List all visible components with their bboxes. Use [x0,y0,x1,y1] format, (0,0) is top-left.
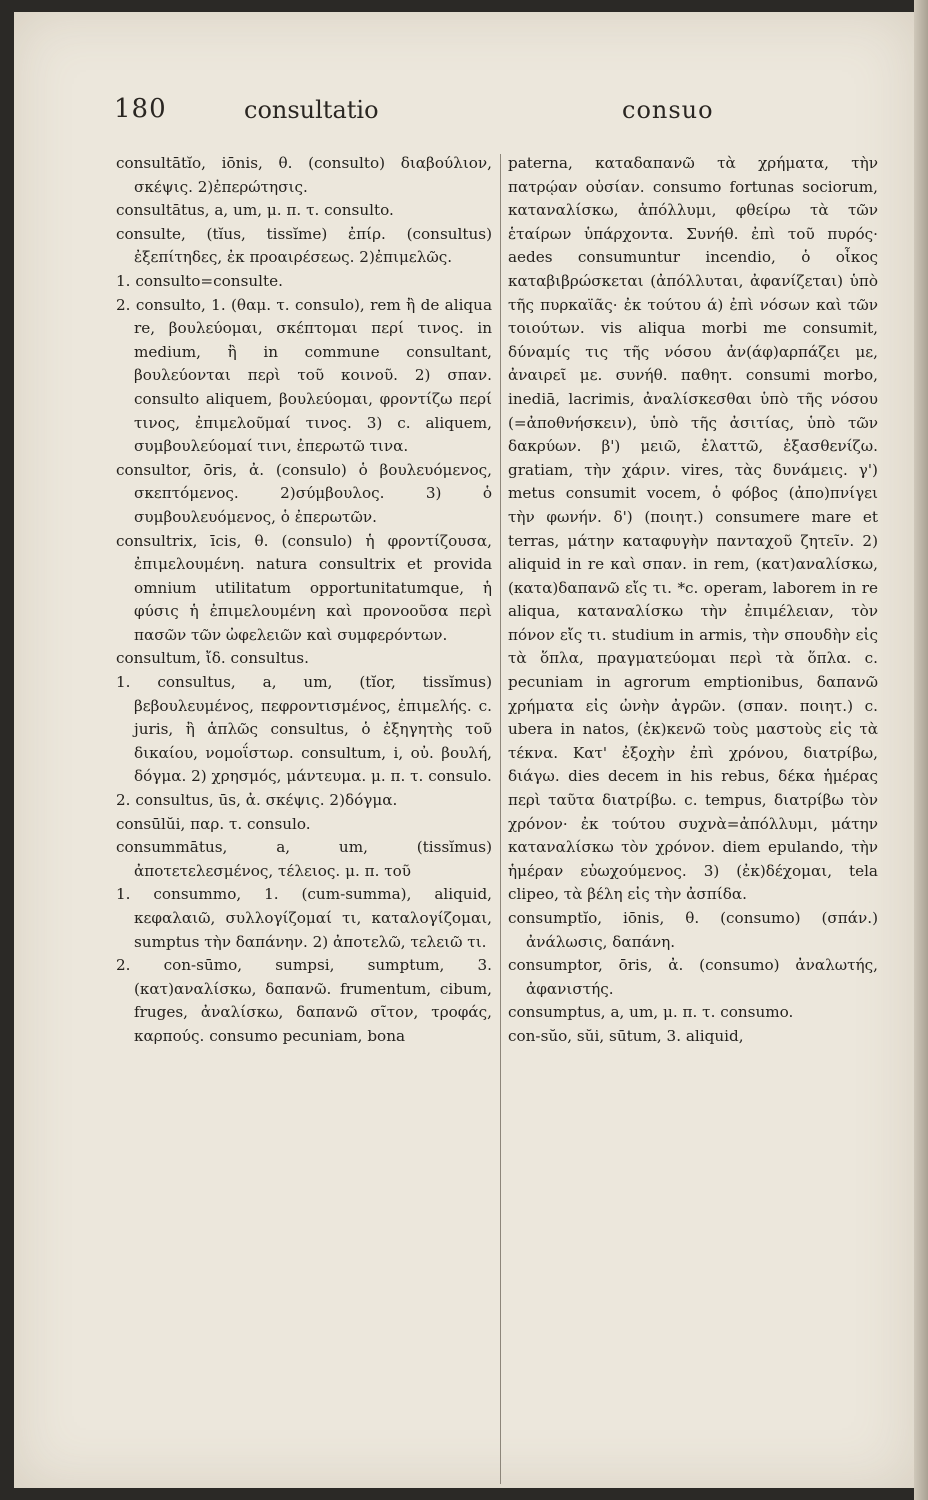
right-running-headword: consuo [622,96,714,124]
right-column [508,152,878,1487]
entry-consulto-2: 2. consulto, 1. (θαμ. τ. consulo), rem ἢ de aliqua re, βουλεύομαι, σκέπτομαι περί τινος. in medium, ἢ in commune consultant, βουλεύονται περὶ τοῦ κοινοῦ. 2) σπαν. consulto aliquem, βουλεύομαι, φροντίζω περί τινος, ἐπιμελοῦμαί τινος. 3) c. aliquem, συμβουλεύομαί τινι, ἐπερωτῶ τινα. [116,295,492,456]
entry-consultor: consultor, ōris, ἀ. (consulo) ὁ βουλευόμενος, σκεπτόμενος. 2)σύμβουλος. 3) ὁ συμβουλευόμενος, ὁ ἐπερωτῶν. [116,460,492,526]
entry-consultatio: consultātĭo, iōnis, θ. (consulto) διαβούλιον, σκέψις. 2)ἐπερώτησις. [116,154,492,196]
entry-consuo: con-sŭo, sŭi, sūtum, 3. aliquid, [508,1026,744,1045]
dictionary-page [14,12,914,1488]
left-column [116,152,492,1487]
entry-consummo: 1. consummo, 1. (cum-summa), aliquid, κεφαλαιῶ, συλλογίζομαί τι, καταλογίζομαι, sumptus τὴν δαπάνην. 2) ἀποτελῶ, τελειῶ τι. [116,885,492,951]
entry-consultum: consultum, ἴδ. consultus. [116,649,309,668]
entry-consultatus: consultātus, a, um, μ. π. τ. consulto. [116,201,394,220]
left-running-headword: consultatio [244,96,379,124]
book-page-edge [914,0,928,1500]
entry-consumo-continued: paterna, καταδαπανῶ τὰ χρήματα, τὴν πατρῴαν οὐσίαν. consumo fortunas sociorum, καταναλίσκω, ἀπόλλυμι, φθείρω τὰ τῶν ἑταίρων ὑπάρχοντα. Συνήθ. ἐπὶ τοῦ πυρός· aedes consumuntur incendio, ὁ οἶκος καταβιβρώσκεται (ἀπόλλυται, ἀφανίζεται) ὑπὸ τῆς πυρκαϊᾶς· ἐκ τούτου ά) ἐπὶ νόσων καὶ τῶν τοιούτων. vis aliqua morbi me consumit, δύναμίς τις τῆς νόσου ἀν(άφ)αρπάζει με, ἀναιρεῖ με. συνήθ. παθητ. consumi morbo, inediā, lacrimis, ἀναλίσκεσθαι ὑπὸ τῆς νόσου (=ἀποθνήσκειν), ὑπὸ τῆς ἀσιτίας, ὑπὸ τῶν δακρύων. β') μειῶ, ἐλαττῶ, ἐξασθενίζω. gratiam, τὴν χάριν. vires, τὰς δυνάμεις. γ') metus consumit vocem, ὁ φόβος (ἀπο)πνίγει τὴν φωνήν. δ') (ποιητ.) consumere mare et terras, μάτην καταφυγὴν πανταχοῦ ζητεῖν. 2) aliquid in re καὶ σπαν. in rem, (κατ)αναλίσκω, (κατα)δαπανῶ εἴς τι. *c. operam, laborem in re aliqua, καταναλίσκω τὴν ἐπιμέλειαν, τὸν πόνον εἴς τι. studium in armis, τὴν σπουδὴν εἰς τὰ ὅπλα, πραγματεύομαι περὶ τὰ ὅπλα. c. pecuniam in agrorum emptionibus, δαπανῶ χρήματα εἰς ὠνὴν ἀγρῶν. (σπαν. ποιητ.) c. ubera in natos, (ἐκ)κενῶ τοὺς μαστοὺς εἰς τὰ τέκνα. Κατ' ἐξοχὴν ἐπὶ χρόνου, διατρίβω, διάγω. dies decem in his rebus, δέκα ἡμέρας περὶ ταῦτα διατρίβω. c. tempus, διατρίβω τὸν χρόνον· ἐκ τούτου συχνὰ=ἀπόλλυμι, μάτην καταναλίσκω τὸν χρόνον. diem epulando, τὴν ἡμέραν εὐωχούμενος. 3) (ἐκ)δέχομαι, tela clipeo, τὰ βέλη εἰς τὴν ἀσπίδα. [508,154,878,904]
entry-consumptio: consumptĭo, iōnis, θ. (consumo) (σπάν.) ἀνάλωσις, δαπάνη. [508,909,878,951]
entry-consultus-1: 1. consultus, a, um, (tĭor, tissĭmus) βεβουλευμένος, πεφροντισμένος, ἐπιμελής. c. juris, ἢ ἁπλῶς consultus, ὁ ἐξηγητὴς τοῦ δικαίου, νομοΐστωρ. consultum, i, οὐ. βουλή, δόγμα. 2) χρησμός, μάντευμα. μ. π. τ. consulo. [116,673,492,786]
column-divider [500,154,501,1484]
entry-consulto-1: 1. consulto=consulte. [116,271,283,290]
entry-consului: consūlŭi, παρ. τ. consulo. [116,814,311,833]
page-number: 180 [114,94,167,124]
page-header [114,94,874,134]
entry-consumptus: consumptus, a, um, μ. π. τ. consumo. [508,1003,794,1022]
entry-consumptor: consumptor, ōris, ἀ. (consumo) ἀναλωτής, ἀφανιστής. [508,956,878,998]
entry-consultus-2: 2. consultus, ūs, ἀ. σκέψις. 2)δόγμα. [116,791,398,810]
entry-consumo: 2. con-sūmo, sumpsi, sumptum, 3. (κατ)αναλίσκω, δαπανῶ. frumentum, cibum, fruges, ἀναλίσκω, δαπανῶ σῖτον, τροφάς, καρπούς. consumo pecuniam, bona [116,956,492,1045]
entry-consultrix: consultrix, īcis, θ. (consulo) ἡ φροντίζουσα, ἐπιμελουμένη. natura consultrix et provida omnium utilitatum opportunitatumque, ἡ φύσις ἡ ἐπιμελουμένη καὶ προνοοῦσα περὶ πασῶν τῶν ὠφελειῶν καὶ συμφερόντων. [116,531,492,644]
entry-consummatus: consummātus, a, um, (tissĭmus) ἀποτετελεσμένος, τέλειος. μ. π. τοῦ [116,838,492,880]
entry-consulte: consulte, (tĭus, tissĭme) ἐπίρ. (consultus) ἐξεπίτηδες, ἐκ προαιρέσεως. 2)ἐπιμελῶς. [116,224,492,267]
